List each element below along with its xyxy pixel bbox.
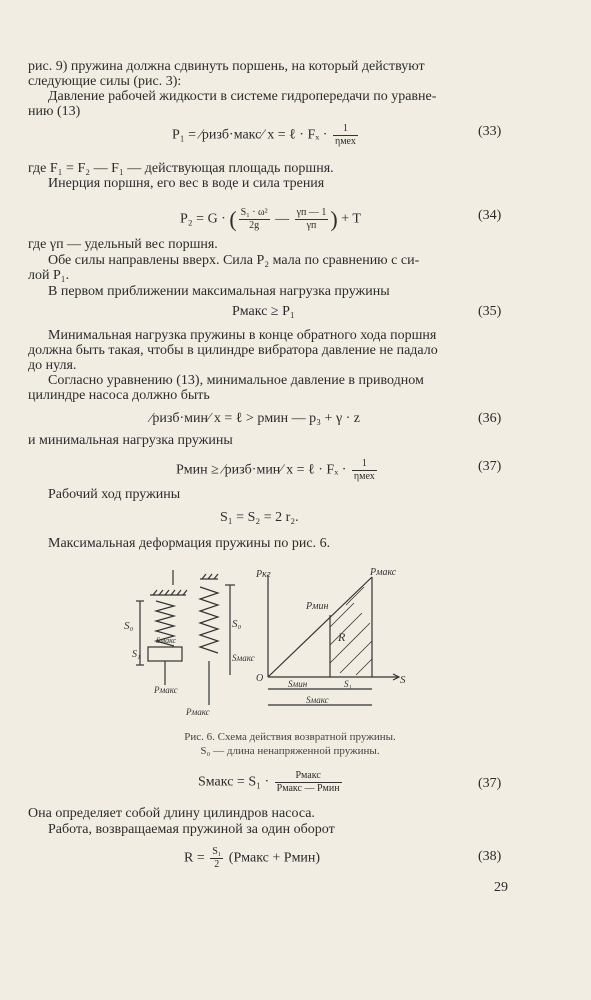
equation-number: (37) [478,776,502,791]
label-o: O [256,673,264,684]
label-pmin: Pмин [306,601,329,612]
label-pmaks-b: Pмакс [186,707,210,717]
page-number: 29 [494,880,508,895]
text-line: лой P₁. [28,268,70,283]
text-line: Минимальная нагрузка пружины в конце обратного хода поршня [48,328,437,343]
text-line: Инерция поршня, его вес в воде и сила трения [48,176,325,191]
equation-33: P₁ = ∕pизб·макс∕ x = ℓ · Fₓ · $\frac{1}{\text{ηмех}}$ [172,123,356,147]
text-line: следующие силы (рис. 3): [28,74,182,89]
text-line: Рабочий ход пружины [48,487,181,502]
equation-36: ∕pизб·мин∕ x = ℓ > pмин — p₃ + γ · z [150,411,361,426]
text-line: где F₁ = F₂ — F₁ — действующая площадь поршня. [28,161,334,176]
label-s0-right: S₀ [232,618,242,630]
label-smaks-left: Sмакс [156,636,177,645]
text-line: Давление рабочей жидкости в системе гидропередачи по уравне- [48,89,437,104]
equation-37a: Pмин ≥ ∕pизб·мин∕ x = ℓ · Fₓ · $\frac{1}{\text{ηмех}}$ [176,458,375,482]
text-line: рис. 9) пружина должна сдвинуть поршень, на который действуют [28,59,425,74]
figure-6-diagram [118,565,418,725]
equation-number: (38) [478,849,502,864]
text-line: где γп — удельный вес поршня. [28,237,218,252]
equation-38: R = $\frac{\text{S₁}}{2}$ (Pмакс + Pмин) [184,846,321,870]
equation-34: P₂ = G · ( $\frac{\text{S₁ · ω²}}{2g}$ — $\frac{\gamma п — 1}{\gamma п}$ ) + T [180,206,361,232]
text-line: В первом приближении максимальная нагрузка пружины [48,284,390,299]
figure-caption: S₀ — длина ненапряженной пружины. [200,745,380,757]
label-pmaks-top: Pмакс [370,567,397,578]
equation-number: (36) [478,411,502,426]
equation-number: (35) [478,304,502,319]
equation-number: (37) [478,459,502,474]
text-line: нию (13) [28,104,81,119]
label-smin: Sмин [288,679,308,689]
equation-number: (33) [478,124,502,139]
text-line: цилиндре насоса должно быть [28,388,210,403]
label-s0-left: S₀ [124,620,134,632]
text-line: Работа, возвращаемая пружиной за один оборот [48,822,335,837]
label-s1: S₁ [344,679,352,689]
equation-35: Pмакс ≥ P₁ [232,304,295,319]
text-line: до нуля. [28,358,77,373]
text-line: Максимальная деформация пружины по рис. 6. [48,536,331,551]
equation-number: (34) [478,208,502,223]
text-line: и минимальная нагрузка пружины [28,433,233,448]
label-s1-left: S₁ [132,649,141,660]
label-smaks: Sмакс [306,695,329,705]
text-line: Согласно уравнению (13), минимальное давление в приводном [48,373,424,388]
text-line: Она определяет собой длину цилиндров насоса. [28,806,315,821]
figure-caption: Рис. 6. Схема действия возвратной пружины. [184,731,396,743]
text-line: Обе силы направлены вверх. Сила P₂ мала по сравнению с си- [48,253,420,268]
label-smaks-right: Sмакс [232,653,255,663]
equation-s: S₁ = S₂ = 2 r₂. [220,510,299,525]
equation-37b: Sмакс = S₁ · $\frac{\text{Pмакс}}{\text{Pмакс — Pмин}}$ [198,770,340,794]
text-line: должна быть такая, чтобы в цилиндре вибратора давление не падало [28,343,438,358]
label-pkg: Pкг [256,569,271,580]
label-s-axis: S [400,674,406,686]
label-pmaks-bl: Pмакс [154,685,178,695]
label-r: R [338,630,346,644]
